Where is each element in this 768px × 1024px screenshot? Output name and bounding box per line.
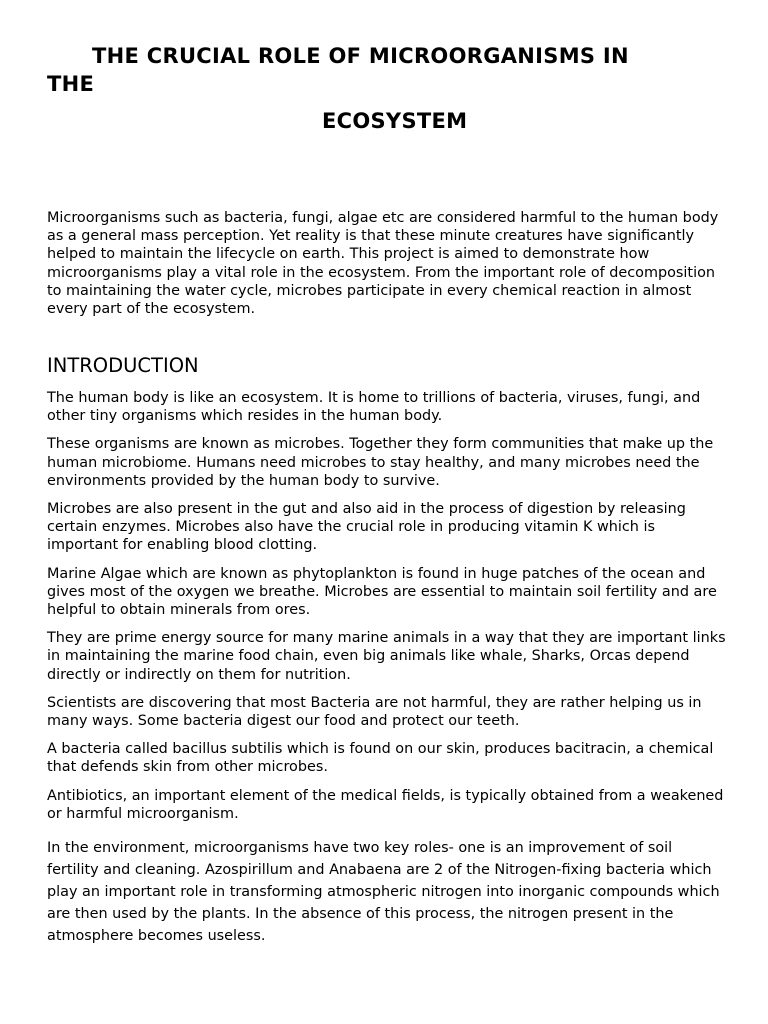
body-paragraph: Scientists are discovering that most Bacteria are not harmful, they are rather helping us in many ways. Some bacteria digest our food and protect our teeth. (47, 694, 702, 730)
body-paragraph: Microbes are also present in the gut and also aid in the process of digestion by releasing certain enzymes. Microbes also have the crucial role in producing vitamin K which is important for enabling blood clotting. (47, 501, 686, 554)
body-paragraph: The human body is like an ecosystem. It is home to trillions of bacteria, viruses, fungi, and other tiny organisms which resides in the human body. (47, 390, 701, 425)
body-paragraph: They are prime energy source for many marine animals in a way that they are important links in maintaining the marine food chain, even big animals like whale, Sharks, Orcas depend directly or indirectly on them for nutrition. (47, 630, 726, 683)
document-title-line-1: THE CRUCIAL ROLE OF MICROORGANISMS IN (92, 44, 629, 68)
document-title-line-2: THE (47, 72, 95, 96)
body-paragraph: Marine Algae which are known as phytoplankton is found in huge patches of the ocean and gives most of the oxygen we breathe. Microbes are essential to maintain soil fertility and are helpful to obtain minerals from ores. (47, 565, 717, 619)
document-title-line-3: ECOSYSTEM (322, 109, 468, 133)
abstract-paragraph: Microorganisms such as bacteria, fungi, algae etc are considered harmful to the human body as a general mass perception. Yet reality is that these minute creatures have significantly helped to maintain the lifecycle on earth. This project is aimed to demonstrate how microorganisms play a vital role in the ecosystem. From the important role of decomposition to maintaining the water cycle, microbes participate in every chemical reaction in almost every part of the ecosystem. (47, 210, 719, 318)
body-paragraph: These organisms are known as microbes. Together they form communities that make up the human microbiome. Humans need microbes to stay healthy, and many microbes need the environments provided by the human body to survive. (47, 436, 714, 489)
closing-paragraph: In the environment, microorganisms have two key roles- one is an improvement of soil fertility and cleaning. Azospirillum and Anabaena are 2 of the Nitrogen-fixing bacteria which play an important role in transforming atmospheric nitrogen into inorganic compounds which are then used by the plants. In the absence of this process, the nitrogen present in the atmosphere becomes useless. (47, 840, 720, 944)
body-paragraph: A bacteria called bacillus subtilis which is found on our skin, produces bacitracin, a chemical that defends skin from other microbes. (47, 741, 714, 776)
section-heading-introduction: INTRODUCTION (47, 354, 199, 377)
body-paragraph: Antibiotics, an important element of the medical fields, is typically obtained from a weakened or harmful microorganism. (47, 787, 724, 822)
introduction-body (47, 389, 727, 833)
